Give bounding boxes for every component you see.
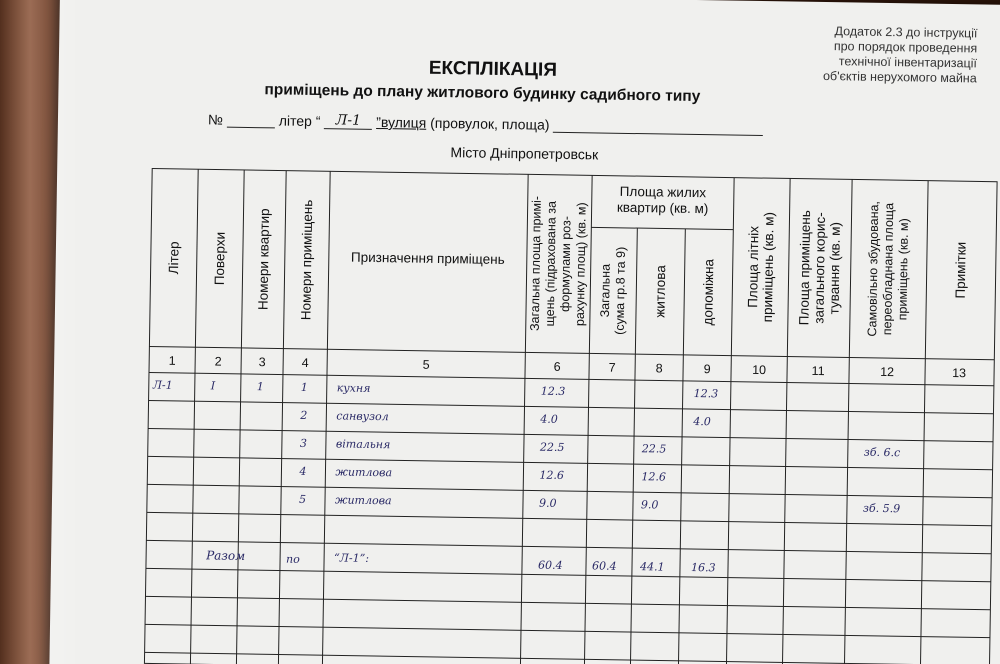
total-sum-area: 60.4 <box>591 559 617 573</box>
street-blank <box>553 132 763 136</box>
document-title: ЕКСПЛІКАЦІЯ <box>428 57 558 81</box>
header-room-numbers: Номери приміщень <box>298 199 316 321</box>
column-number: 7 <box>608 360 616 375</box>
liter-value: Л-1 <box>324 112 372 130</box>
column-number: 8 <box>655 361 663 376</box>
row-total-cell: 4.0 <box>540 412 558 426</box>
row-total-cell: 12.3 <box>540 384 566 398</box>
number-blank <box>227 127 275 129</box>
header-auxiliary-area: допоміжна <box>700 258 717 326</box>
appendix-note-line: про порядок проведення <box>833 39 978 56</box>
column-number: 1 <box>168 353 176 368</box>
header-common-area: Площа приміщень загального корис- тування (кв. м) <box>796 210 843 326</box>
row-purpose-cell: житлова <box>334 493 392 508</box>
header-room-purpose: Призначення приміщень <box>350 249 505 268</box>
row-purpose-cell: вітальня <box>335 437 391 452</box>
header-living-area-group: Площа жилих квартир (кв. м) <box>616 183 709 217</box>
column-number: 9 <box>703 362 711 377</box>
row-room-cell: 3 <box>299 436 308 450</box>
row-aux-cell: 4.0 <box>693 415 711 429</box>
column-number: 11 <box>811 363 825 379</box>
row-room-cell: 5 <box>298 492 307 506</box>
appendix-note-line: об'єктів нерухомого майна <box>822 68 977 86</box>
row-extra-cell: зб. 5.9 <box>862 501 901 516</box>
appendix-note-line: Додаток 2.3 до інструкції <box>834 24 978 41</box>
header-liter: Літер <box>166 241 182 275</box>
row-purpose-cell: кухня <box>336 381 371 395</box>
row-total-cell: 22.5 <box>539 440 565 454</box>
row-total-cell: 9.0 <box>538 496 557 510</box>
row-purpose-cell: санвузол <box>336 409 389 424</box>
total-auxiliary-area: 16.3 <box>690 560 716 575</box>
row-living-cell: 12.6 <box>641 470 667 484</box>
row-extra-cell: зб. 6.с <box>863 445 901 460</box>
header-total-area: Загальна площа примі- щень (підрахована за формулами роз- рахунку площ) (кв. м) <box>527 195 589 332</box>
row-apt-cell: 1 <box>256 380 264 394</box>
header-floors: Поверхи <box>211 231 228 286</box>
column-number: 10 <box>752 362 767 378</box>
liter-label: літер “ <box>278 112 321 130</box>
column-number: 6 <box>553 359 561 374</box>
number-label: № <box>207 111 224 128</box>
header-notes: Примітки <box>952 241 969 299</box>
row-aux-cell: 12.3 <box>693 387 719 401</box>
street-label: ”вулиця <box>376 113 427 131</box>
header-unauthorized-area: Самовільно збудована, переобладнана площа приміщень (кв. м) <box>865 200 912 337</box>
row-living-cell: 9.0 <box>640 498 659 512</box>
total-liter: “Л-1”: <box>334 551 370 565</box>
document-subtitle: приміщень до плану житлового будинку садибного типу <box>264 81 701 106</box>
total-living-area: 44.1 <box>639 560 665 574</box>
plastic-sleeve-glare <box>0 0 75 664</box>
header-apartment-numbers: Номери квартир <box>255 208 273 311</box>
total-area: 60.4 <box>537 558 563 572</box>
row-room-cell: 1 <box>300 380 308 394</box>
appendix-note-line: технічної інвентаризації <box>838 54 978 71</box>
total-label: Разом <box>206 548 246 563</box>
column-number: 2 <box>214 354 222 369</box>
address-line <box>208 110 764 136</box>
total-by: по <box>285 552 300 566</box>
explication-table <box>144 168 997 664</box>
column-number: 5 <box>422 357 430 372</box>
column-number: 12 <box>880 364 895 380</box>
document-page <box>49 0 1000 664</box>
row-purpose-cell: житлова <box>335 465 393 480</box>
appendix-note <box>823 24 978 86</box>
column-number: 13 <box>952 366 967 381</box>
street-suffix: (провулок, площа) <box>430 114 550 133</box>
header-sum-area: Загальна (сума гр.8 та 9) <box>597 246 629 335</box>
header-living-area: житлова <box>652 265 669 318</box>
row-room-cell: 2 <box>300 408 308 422</box>
row-living-cell: 22.5 <box>641 442 667 456</box>
header-summer-area: Площа літніх приміщень (кв. м) <box>745 211 777 323</box>
row-total-cell: 12.6 <box>539 468 565 482</box>
row-floor-cell: I <box>210 379 216 393</box>
column-number: 3 <box>258 355 266 370</box>
row-liter-cell: Л-1 <box>152 378 173 392</box>
city-line: Місто Дніпропетровськ <box>450 144 599 163</box>
column-number: 4 <box>301 355 309 370</box>
row-room-cell: 4 <box>299 464 307 478</box>
